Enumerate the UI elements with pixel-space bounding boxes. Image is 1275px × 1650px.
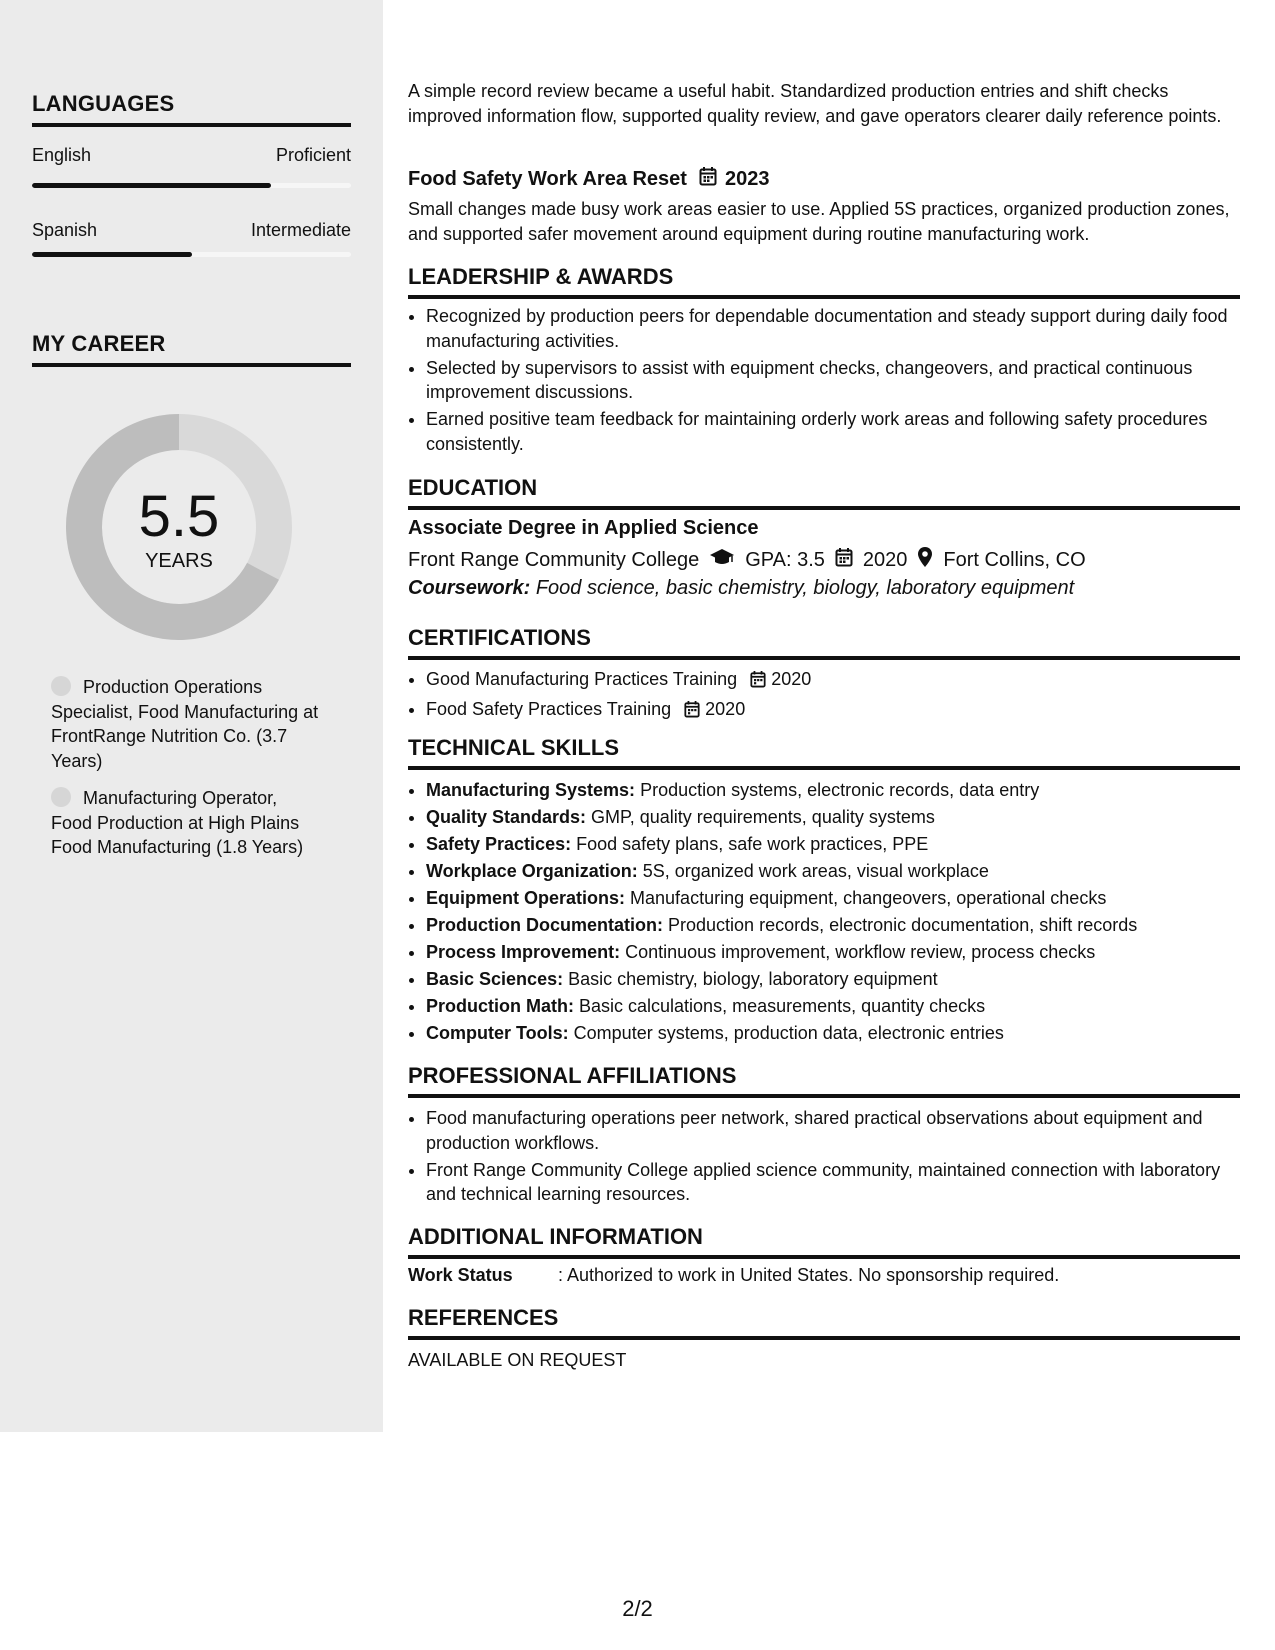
skill-value: Basic calculations, measurements, quantity checks <box>579 996 986 1016</box>
skill-value: Manufacturing equipment, changeovers, operational checks <box>630 888 1107 908</box>
career-item <box>51 786 321 860</box>
skill-label: Production Math: <box>426 996 574 1016</box>
certification-name: Good Manufacturing Practices Training <box>426 669 738 689</box>
page-number: 2/2 <box>622 1596 653 1621</box>
education-title: EDUCATION <box>408 475 1240 510</box>
skill-label: Production Documentation: <box>426 915 663 935</box>
skill-item <box>426 940 1240 965</box>
calendar-icon <box>699 166 717 192</box>
skill-item <box>426 859 1240 884</box>
degree-title: Associate Degree in Applied Science <box>408 517 759 539</box>
language-bar <box>32 252 351 257</box>
certifications-list <box>408 667 1240 727</box>
work-status-label: Work Status <box>408 1265 513 1285</box>
affiliations-title: PROFESSIONAL AFFILIATIONS <box>408 1063 1240 1098</box>
gpa: GPA: 3.5 <box>745 548 825 571</box>
list-item: • Front Range Community College applied science community, maintained connection with laboratory and technical learning resources. <box>426 1158 1240 1207</box>
skill-value: Computer systems, production data, electronic entries <box>573 1023 1004 1043</box>
career-total-value: 5.5 <box>138 483 220 549</box>
skill-item <box>426 1021 1240 1046</box>
project-description: Small changes made busy work areas easier to use. Applied 5S practices, organized production zones, and supported safer movement around equipment during routine manufacturing work. <box>408 199 1230 244</box>
project-year: 2023 <box>724 167 770 190</box>
skill-label: Quality Standards: <box>426 807 587 827</box>
language-level: Intermediate <box>250 220 351 240</box>
language-bar <box>32 183 351 188</box>
language-bar-fill <box>32 183 271 188</box>
project-title-row <box>408 166 1240 192</box>
school-location: Fort Collins, CO <box>943 548 1086 571</box>
skill-value: Continuous improvement, workflow review, process checks <box>625 942 1096 962</box>
career-total-unit: YEARS <box>145 549 213 572</box>
school-name: Front Range Community College <box>408 548 700 571</box>
education-details <box>408 546 1240 574</box>
language-bar-fill <box>32 252 192 257</box>
graduation-cap-icon <box>709 547 735 573</box>
list-item: • Earned positive team feedback for maintaining orderly work areas and following safety procedures consistently. <box>426 407 1240 456</box>
certification-name: Food Safety Practices Training <box>426 699 672 719</box>
project-title: Food Safety Work Area Reset <box>408 167 687 190</box>
coursework-text: Food science, basic chemistry, biology, laboratory equipment <box>535 577 1075 599</box>
additional-title: ADDITIONAL INFORMATION <box>408 1224 1240 1259</box>
references-title: REFERENCES <box>408 1305 1240 1340</box>
list-item: • Selected by supervisors to assist with equipment checks, changeovers, and practical continuous improvement discussions. <box>426 356 1240 405</box>
certifications-title: CERTIFICATIONS <box>408 625 1240 660</box>
skill-item <box>426 994 1240 1019</box>
skill-item <box>426 913 1240 938</box>
coursework-label: Coursework: <box>408 577 531 599</box>
skills-title: TECHNICAL SKILLS <box>408 735 1240 770</box>
career-item-text: Manufacturing Operator, Food Production at High Plains Food Manufacturing (1.8 Years) <box>51 788 304 857</box>
skill-label: Workplace Organization: <box>426 861 638 881</box>
legend-dot <box>51 676 71 696</box>
leadership-title: LEADERSHIP & AWARDS <box>408 264 1240 299</box>
skill-value: Production systems, electronic records, data entry <box>640 780 1040 800</box>
skill-label: Process Improvement: <box>426 942 621 962</box>
skill-item <box>426 967 1240 992</box>
graduation-year: 2020 <box>862 548 908 571</box>
affiliations-list <box>408 1106 1240 1209</box>
skill-value: Food safety plans, safe work practices, PPE <box>576 834 929 854</box>
list-item: • Food manufacturing operations peer network, shared practical observations about equipment and production workflows. <box>426 1106 1240 1155</box>
list-item: • Recognized by production peers for dependable documentation and steady support during daily food manufacturing activities. <box>426 304 1240 353</box>
skills-list <box>408 778 1240 1048</box>
career-title: MY CAREER <box>32 331 351 367</box>
project-intro: A simple record review became a useful habit. Standardized production entries and shift checks improved information flow, supported quality review, and gave operators clearer daily reference points. <box>408 81 1222 126</box>
leadership-list <box>408 304 1240 459</box>
language-name: English <box>32 145 92 165</box>
career-donut <box>66 414 292 640</box>
skill-label: Computer Tools: <box>426 1023 569 1043</box>
skill-item <box>426 832 1240 857</box>
references-text: AVAILABLE ON REQUEST <box>408 1350 627 1370</box>
skill-label: Basic Sciences: <box>426 969 564 989</box>
skill-item <box>426 805 1240 830</box>
work-status-value: : Authorized to work in United States. No sponsorship required. <box>558 1265 1060 1285</box>
career-item <box>51 675 321 773</box>
work-status-row <box>408 1265 1240 1286</box>
calendar-icon <box>684 700 700 725</box>
skill-value: 5S, organized work areas, visual workplace <box>642 861 989 881</box>
skill-label: Equipment Operations: <box>426 888 626 908</box>
skill-item <box>426 886 1240 911</box>
skill-value: GMP, quality requirements, quality systems <box>591 807 935 827</box>
sidebar <box>0 0 383 1432</box>
location-pin-icon <box>917 546 933 574</box>
certification-item <box>426 667 1240 695</box>
language-row <box>32 145 351 166</box>
language-level: Proficient <box>275 145 351 165</box>
language-name: Spanish <box>32 220 98 240</box>
skill-value: Production records, electronic documentation, shift records <box>668 915 1138 935</box>
coursework <box>408 577 1240 600</box>
skill-label: Manufacturing Systems: <box>426 780 636 800</box>
certification-year: 2020 <box>705 699 746 719</box>
certification-year: 2020 <box>771 669 812 689</box>
legend-dot <box>51 787 71 807</box>
calendar-icon <box>835 547 853 573</box>
language-row <box>32 220 351 241</box>
career-item-text: Production Operations Specialist, Food Manufacturing at FrontRange Nutrition Co. (3.7 Years) <box>51 677 319 771</box>
donut-label <box>66 414 292 640</box>
certification-item <box>426 697 1240 725</box>
languages-title: LANGUAGES <box>32 91 351 127</box>
skill-label: Safety Practices: <box>426 834 572 854</box>
calendar-icon <box>750 670 766 695</box>
skill-item <box>426 778 1240 803</box>
skill-value: Basic chemistry, biology, laboratory equipment <box>568 969 938 989</box>
